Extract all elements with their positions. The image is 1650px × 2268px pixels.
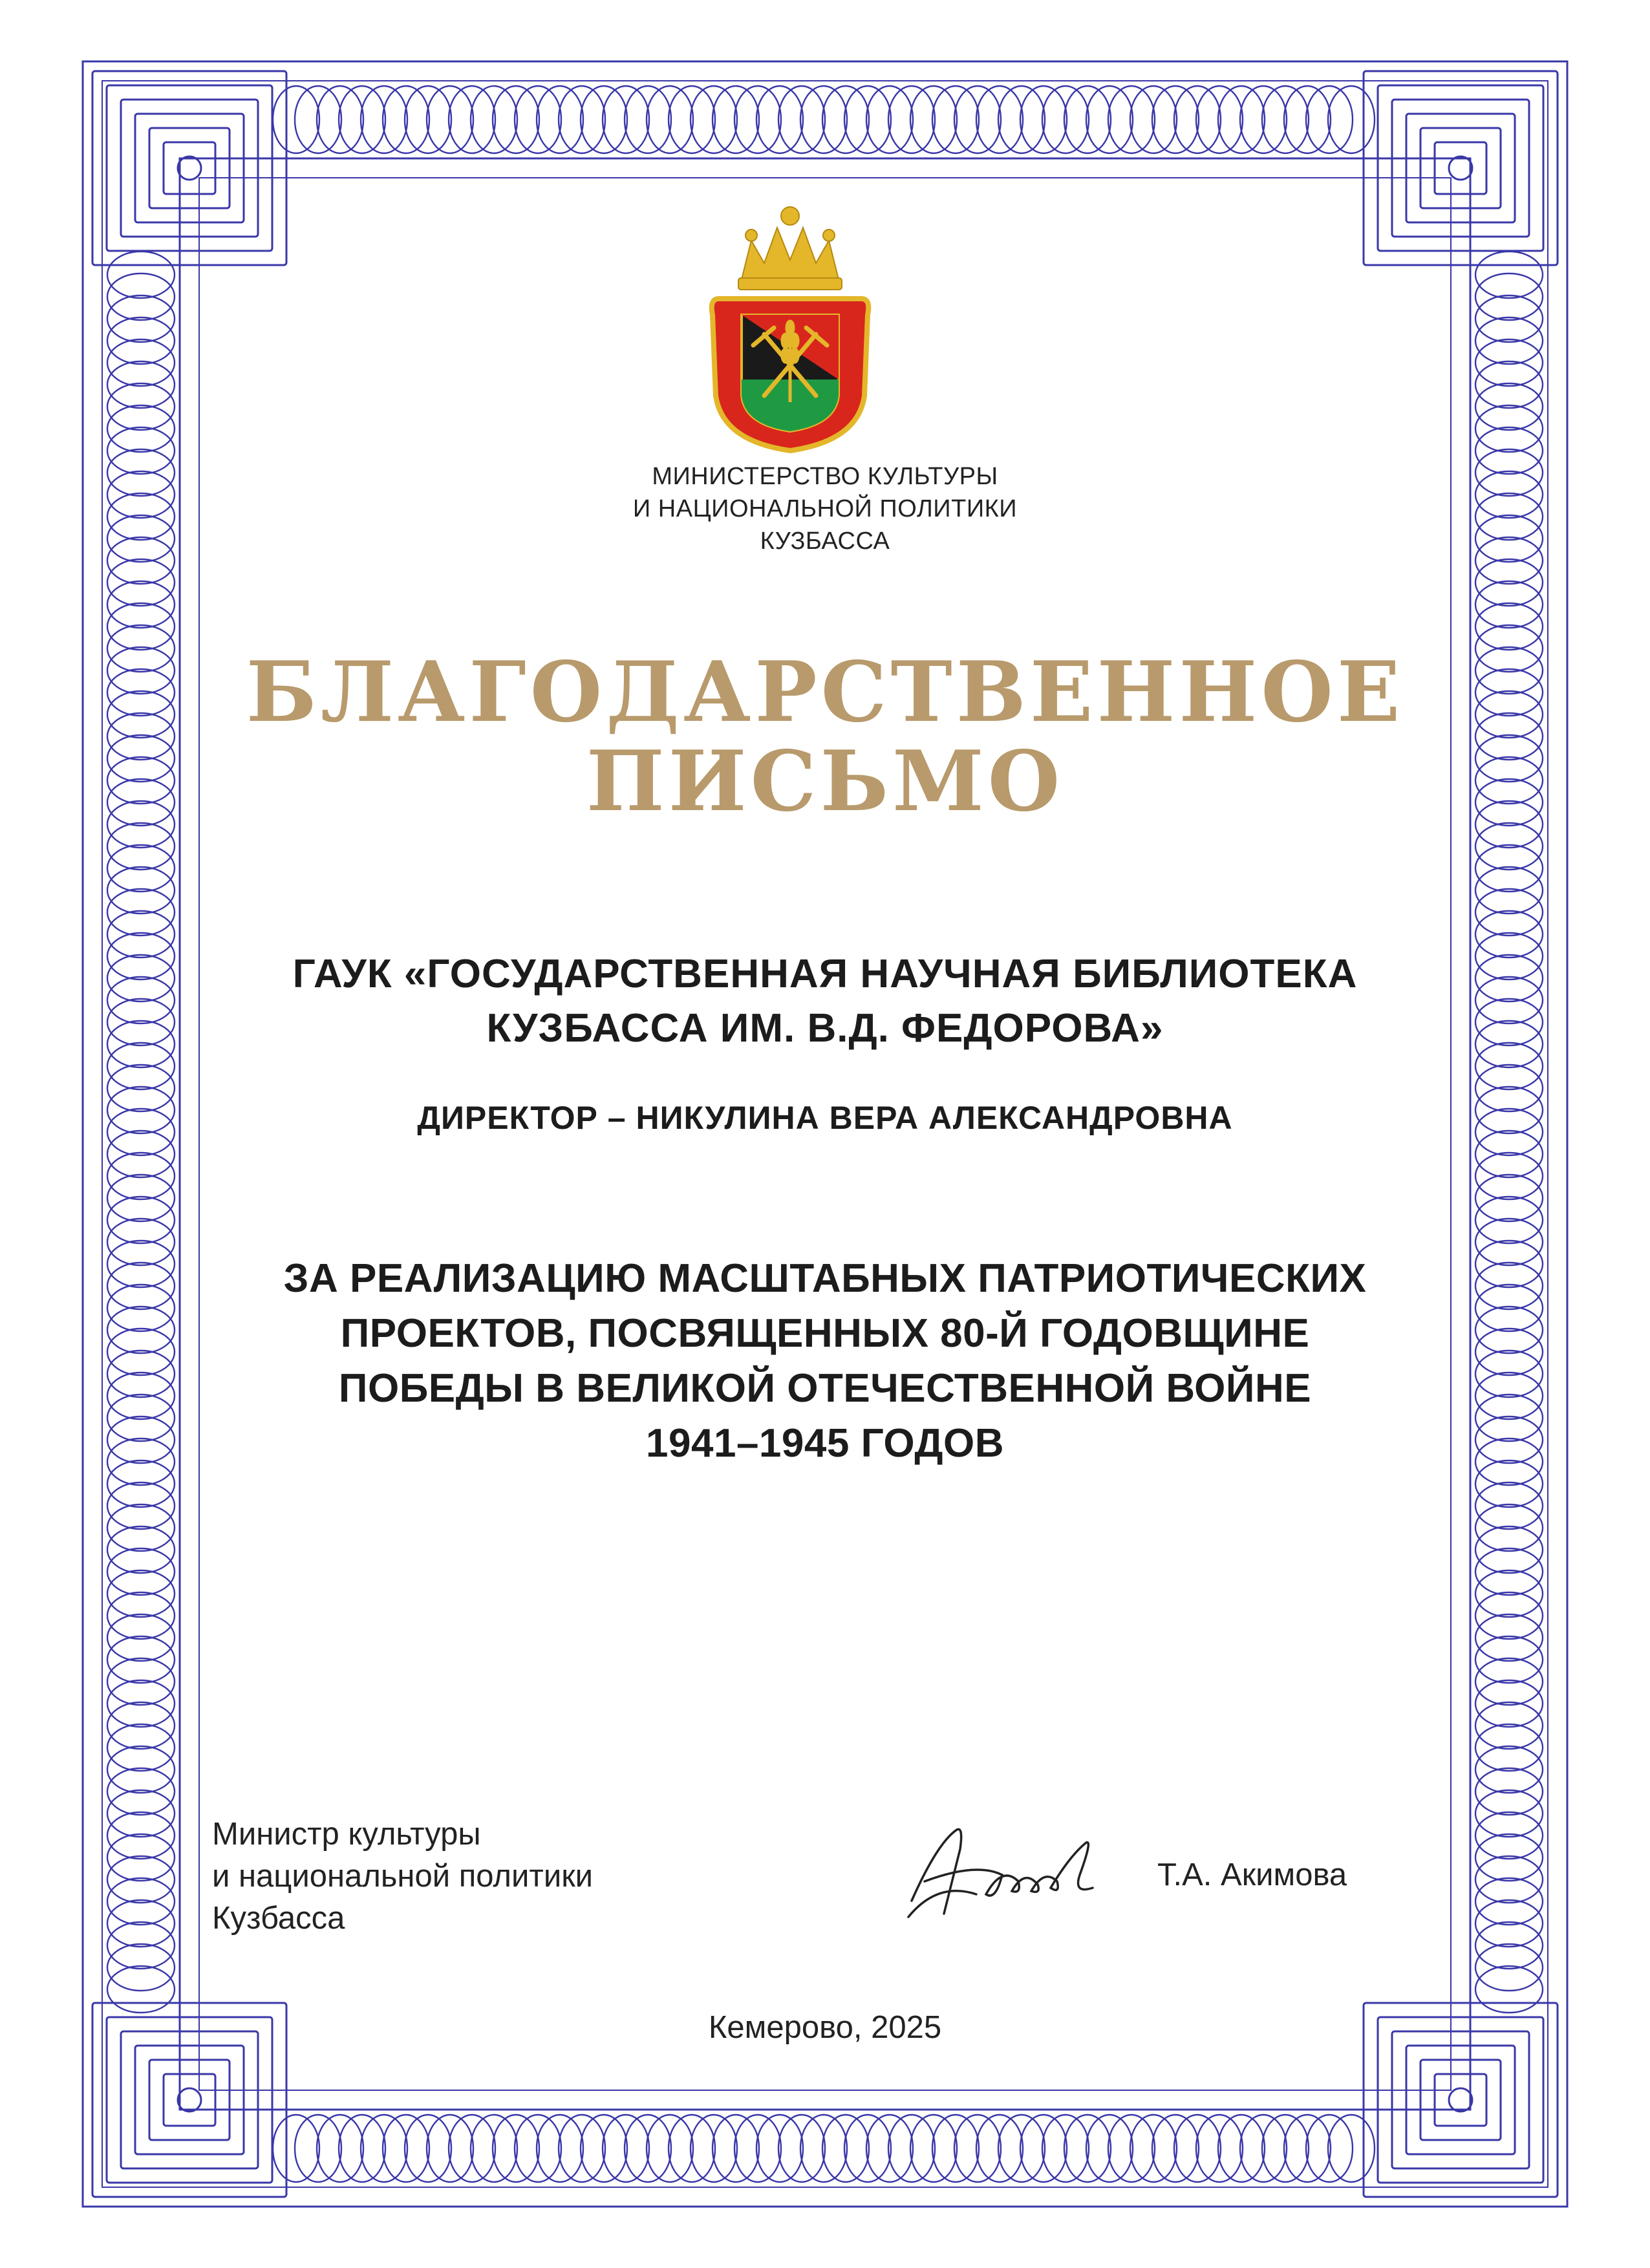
reason-line-4: 1941–1945 ГОДОВ xyxy=(646,1421,1004,1466)
reason-line-3: ПОБЕДЫ В ВЕЛИКОЙ ОТЕЧЕСТВЕННОЙ ВОЙНЕ xyxy=(338,1366,1312,1411)
ministry-line-2: И НАЦИОНАЛЬНОЙ ПОЛИТИКИ xyxy=(632,495,1018,522)
handwritten-signature xyxy=(899,1804,1119,1933)
title-line-2: ПИСЬМО xyxy=(586,733,1064,830)
reason-block xyxy=(0,1251,1650,1471)
recipient-line-2: КУЗБАССА ИМ. В.Д. ФЕДОРОВА» xyxy=(486,1006,1164,1051)
document-title xyxy=(0,644,1650,830)
reason-line-2: ПРОЕКТОВ, ПОСВЯЩЕННЫХ 80-Й ГОДОВЩИНЕ xyxy=(340,1311,1310,1356)
city-date: Кемерово, 2025 xyxy=(708,2010,942,2045)
recipient-block xyxy=(0,947,1650,1056)
signer-name: Т.А. Акимова xyxy=(1157,1857,1347,1892)
signer-position xyxy=(212,1813,593,1940)
reason-line-1: ЗА РЕАЛИЗАЦИЮ МАСШТАБНЫХ ПАТРИОТИЧЕСКИХ xyxy=(283,1256,1367,1301)
signer-position-line-3: Кузбасса xyxy=(212,1901,345,1936)
recipient-line-1: ГАУК «ГОСУДАРСТВЕННАЯ НАУЧНАЯ БИБЛИОТЕКА xyxy=(292,952,1358,996)
coat-of-arms-emblem xyxy=(703,202,877,454)
ministry-line-1: МИНИСТЕРСТВО КУЛЬТУРЫ xyxy=(652,463,998,490)
signer-position-line-1: Министр культуры xyxy=(212,1817,481,1852)
ministry-line-3: КУЗБАССА xyxy=(760,528,890,555)
ministry-header xyxy=(0,460,1650,557)
signer-position-line-2: и национальной политики xyxy=(212,1859,594,1894)
recipient-director: ДИРЕКТОР – НИКУЛИНА ВЕРА АЛЕКСАНДРОВНА xyxy=(417,1100,1233,1136)
title-line-1: БЛАГОДАРСТВЕННОЕ xyxy=(246,644,1404,741)
